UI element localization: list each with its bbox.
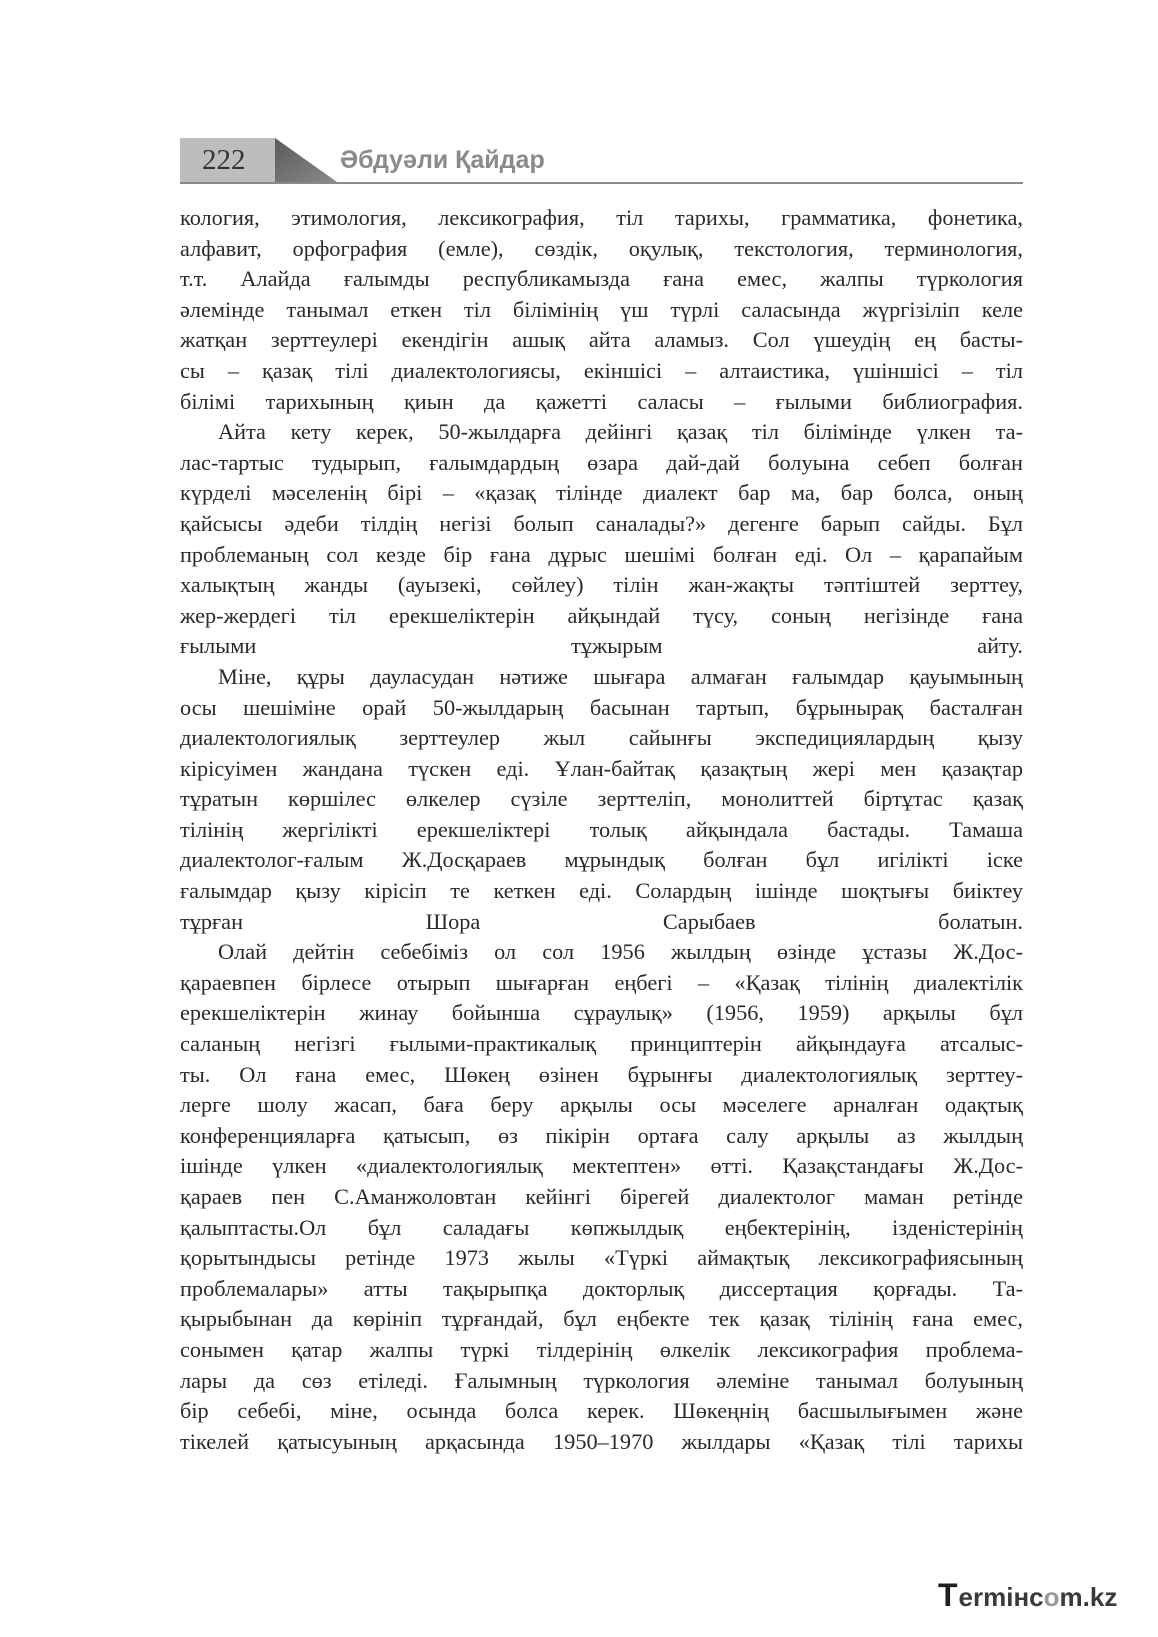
text-line: күрделі мәселенің бірі – «қазақ тілінде диалект бар ма, бар болса, оның: [180, 480, 1023, 506]
header-rule: [180, 182, 1023, 184]
text-line: қорытындысы ретінде 1973 жылы «Түркі аймақтық лексикографиясының: [180, 1245, 1023, 1271]
watermark-text-2: m.kz: [1059, 1582, 1118, 1612]
text-line: тікелей қатысуының арқасында 1950–1970 жылдары «Қазақ тілі тарихы: [180, 1428, 1023, 1454]
header-arrow-decoration: [275, 138, 337, 182]
watermark-logo: [938, 1577, 1138, 1617]
paragraph-1: [180, 203, 1023, 417]
text-line: тұрған Шора Сарыбаев болатын.: [180, 908, 1023, 934]
watermark-t: T: [938, 1577, 958, 1613]
watermark-text-1: ermінс: [958, 1582, 1044, 1612]
text-line: ерекшеліктерін жинау бойынша сұраулық» (1956, 1959) арқылы бұл: [180, 1000, 1023, 1026]
text-line: тұратын көршілес өлкелер сүзіле зерттеліп, монолиттей біртұтас қазақ: [180, 786, 1023, 812]
text-line: қараевпен бірлесе отырып шығарған еңбегі – «Қазақ тілінің диалектілік: [180, 969, 1023, 995]
text-line: сонымен қатар жалпы түркі тілдерінің өлкелік лексикография проблема-: [180, 1336, 1023, 1362]
text-line: лас-тартыс тудырып, ғалымдардың өзара дай-дай болуына себеп болған: [180, 449, 1023, 475]
text-line: жер-жердегі тіл ерекшеліктерін айқындай түсу, соның негізінде ғана: [180, 602, 1023, 628]
text-line: саланың негізгі ғылыми-практикалық принциптерін айқындауға атсалыс-: [180, 1031, 1023, 1057]
paragraph-3: [180, 662, 1023, 937]
text-line: ты. Ол ғана емес, Шөкең өзінен бұрынғы диалектологиялық зерттеу-: [180, 1061, 1023, 1087]
text-line: осы шешіміне орай 50-жылдарың басынан тартып, бұрынырақ басталған: [180, 694, 1023, 720]
text-line: диалектолог-ғалым Ж.Досқараев мұрындық болған бұл игілікті іске: [180, 847, 1023, 873]
text-line: лерге шолу жасап, баға беру арқылы осы мәселеге арналған одақтық: [180, 1092, 1023, 1118]
text-line: лары да сөз етіледі. Ғалымның түркология әлеміне танымал болуының: [180, 1367, 1023, 1393]
text-line: қалыптасты.Ол бұл саладағы көпжылдық еңбектерінің, ізденістерінің: [180, 1214, 1023, 1240]
running-head-author: Әбдуәли Қайдар: [340, 146, 545, 174]
text-line: тілінің жергілікті ерекшеліктері толық айқындала бастады. Тамаша: [180, 816, 1023, 842]
text-line: ішінде үлкен «диалектологиялық мектептен» өтті. Қазақстандағы Ж.Дос-: [180, 1153, 1023, 1179]
text-line: кірісуімен жандана түскен еді. Ұлан-байтақ қазақтың жері мен қазақтар: [180, 755, 1023, 781]
text-line: т.т. Алайда ғалымды республикамызда ғана емес, жалпы түркология: [180, 266, 1023, 292]
page-number-box: [180, 138, 275, 182]
page-header: [180, 138, 1023, 186]
page-number: 222: [202, 144, 246, 176]
text-line: Айта кету керек, 50-жылдарға дейінгі қазақ тіл білімінде үлкен та-: [218, 419, 1023, 445]
paragraph-4: [180, 937, 1023, 1457]
body-text: [180, 203, 1023, 1457]
text-line: Олай дейтін себебіміз ол сол 1956 жылдың өзінде ұстазы Ж.Дос-: [218, 939, 1023, 965]
text-line: халықтың жанды (ауызекі, сөйлеу) тілін жан-жақты тәптіштей зерттеу,: [180, 572, 1023, 598]
text-line: алфавит, орфография (емле), сөздік, оқулық, текстология, терминология,: [180, 235, 1023, 261]
text-line: кология, этимология, лексикография, тіл тарихы, грамматика, фонетика,: [180, 205, 1023, 230]
text-line: ғылыми тұжырым айту.: [180, 633, 1023, 659]
text-line: диалектологиялық зерттеулер жыл сайынғы экспедициялардың қызу: [180, 725, 1023, 751]
text-line: қайсысы әдеби тілдің негізі болып саналады?» дегенге барып сайды. Бұл: [180, 510, 1023, 536]
text-line: жатқан зерттеулері екендігін ашық айта аламыз. Сол үшеудің ең басты-: [180, 327, 1023, 353]
text-line: конференцияларға қатысып, өз пікірін ортаға салу арқылы аз жылдың: [180, 1122, 1023, 1148]
text-line: білімі тарихының қиын да қажетті саласы – ғылыми библиография.: [180, 388, 1023, 414]
text-line: проблемалары» атты тақырыпқа докторлық диссертация қорғады. Та-: [180, 1275, 1023, 1301]
text-line: Міне, құры дауласудан нәтиже шығара алмаған ғалымдар қауымының: [218, 663, 1023, 689]
paragraph-2: [180, 417, 1023, 662]
text-line: бір себебі, міне, осында болса керек. Шөкеңнің басшылығымен және: [180, 1398, 1023, 1424]
text-line: сы – қазақ тілі диалектологиясы, екіншісі – алтаистика, үшіншісі – тіл: [180, 357, 1023, 383]
text-line: проблеманың сол кезде бір ғана дұрыс шешімі болған еді. Ол – қарапайым: [180, 541, 1023, 567]
text-line: әлемінде танымал еткен тіл білімінің үш түрлі саласында жүргізіліп келе: [180, 296, 1023, 322]
watermark-o-icon: о: [1043, 1582, 1060, 1612]
text-line: қырыбынан да көрініп тұрғандай, бұл еңбекте тек қазақ тілінің ғана емес,: [180, 1306, 1023, 1332]
text-line: қараев пен С.Аманжоловтан кейінгі бірегей диалектолог маман ретінде: [180, 1184, 1023, 1209]
text-line: ғалымдар қызу кірісіп те кеткен еді. Солардың ішінде шоқтығы биіктеу: [180, 878, 1023, 904]
